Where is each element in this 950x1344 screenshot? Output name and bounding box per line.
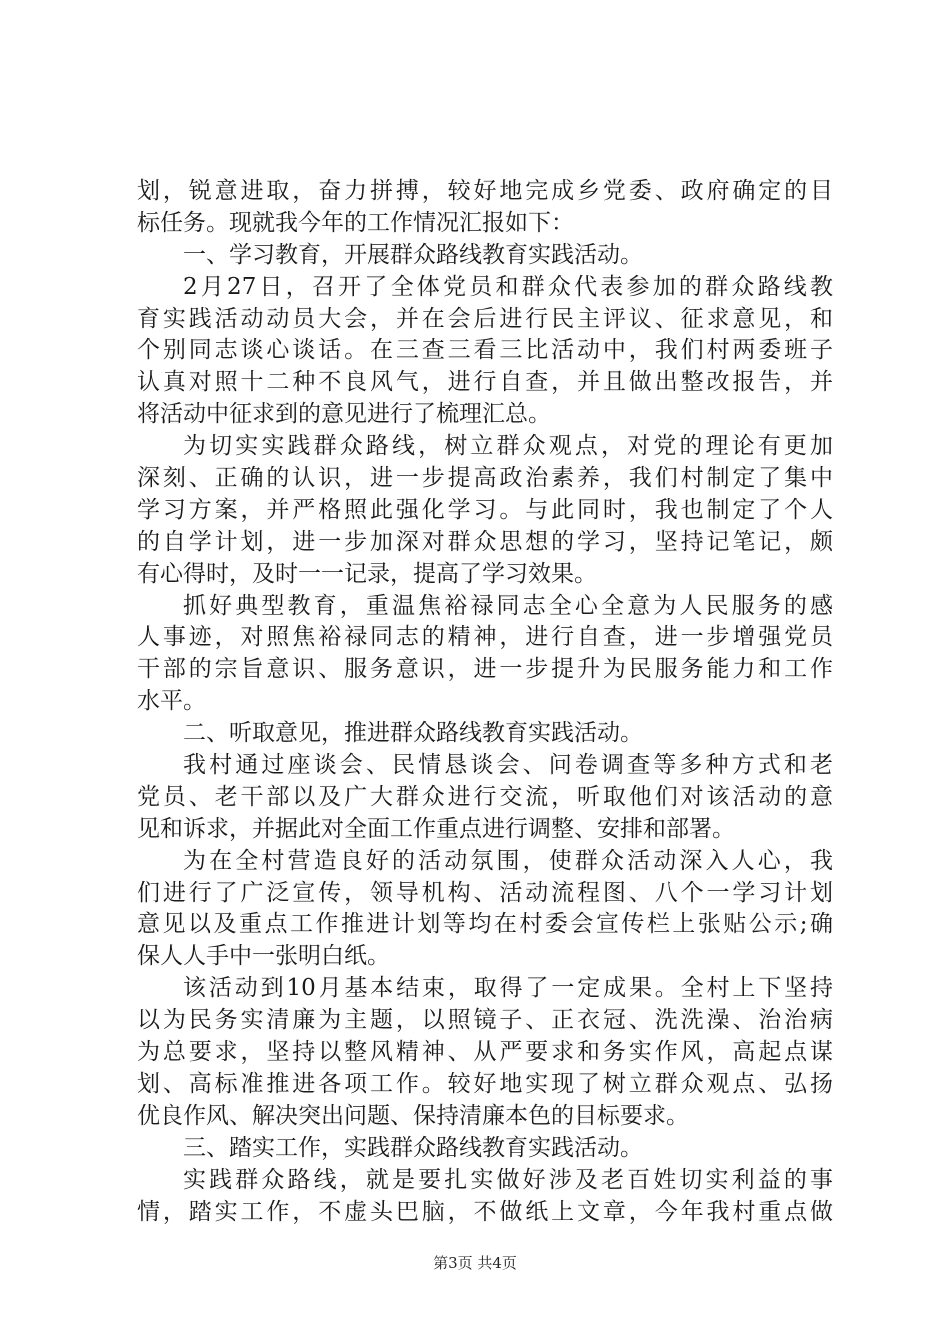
text-line: 水平。 bbox=[137, 688, 206, 715]
text-line: 划，锐意进取，奋力拼搏，较好地完成乡党委、政府确定的目 bbox=[137, 178, 833, 204]
text-line: 人事迹，对照焦裕禄同志的精神，进行自查，进一步增强党员 bbox=[137, 624, 833, 651]
text-line: 意见以及重点工作推进计划等均在村委会宣传栏上张贴公示;确 bbox=[137, 911, 833, 938]
text-line: 干部的宗旨意识、服务意识，进一步提升为民服务能力和工作 bbox=[137, 656, 833, 683]
text-line: 抓好典型教育，重温焦裕禄同志全心全意为人民服务的感 bbox=[183, 592, 833, 619]
text-line: 认真对照十二种不良风气，进行自查，并且做出整改报告，并 bbox=[137, 369, 833, 396]
text-line: 保人人手中一张明白纸。 bbox=[137, 943, 390, 970]
text-line: 划、高标准推进各项工作。较好地实现了树立群众观点、弘扬 bbox=[137, 1070, 833, 1097]
text-line: 为切实实践群众路线，树立群众观点，对党的理论有更加 bbox=[183, 433, 833, 460]
text-line: 优良作风、解决突出问题、保持清廉本色的目标要求。 bbox=[137, 1102, 689, 1129]
text-line: 学习方案，并严格照此强化学习。与此同时，我也制定了个人 bbox=[137, 496, 833, 523]
text-line: 个别同志谈心谈话。在三查三看三比活动中，我们村两委班子 bbox=[137, 337, 833, 364]
text-line: 标任务。现就我今年的工作情况汇报如下： bbox=[137, 209, 574, 236]
page-number-footer: 第3页 共4页 bbox=[433, 1254, 517, 1272]
text-line: 们进行了广泛宣传，领导机构、活动流程图、八个一学习计划 bbox=[137, 879, 833, 906]
text-line: 情，踏实工作，不虚头巴脑，不做纸上文章，今年我村重点做 bbox=[137, 1198, 833, 1225]
text-line: 有心得时，及时一一记录，提高了学习效果。 bbox=[137, 560, 597, 587]
text-line: 以为民务实清廉为主题，以照镜子、正衣冠、洗洗澡、治治病 bbox=[137, 1007, 833, 1034]
document-body bbox=[137, 176, 833, 1228]
text-line: 该活动到10月基本结束，取得了一定成果。全村上下坚持 bbox=[183, 975, 833, 1002]
text-line: 的自学计划，进一步加深对群众思想的学习，坚持记笔记，颇 bbox=[137, 528, 833, 555]
text-line: 为总要求，坚持以整风精神、从严要求和务实作风，高起点谋 bbox=[137, 1039, 833, 1066]
text-line: 2月27日，召开了全体党员和群众代表参加的群众路线教 bbox=[183, 273, 833, 300]
text-line: 育实践活动动员大会，并在会后进行民主评议、征求意见，和 bbox=[137, 305, 833, 332]
text-line: 二、听取意见，推进群众路线教育实践活动。 bbox=[183, 720, 643, 747]
text-line: 党员、老干部以及广大群众进行交流，听取他们对该活动的意 bbox=[137, 783, 833, 810]
text-line: 一、学习教育，开展群众路线教育实践活动。 bbox=[183, 241, 643, 268]
text-line: 我村通过座谈会、民情恳谈会、问卷调查等多种方式和老 bbox=[183, 752, 833, 779]
text-line: 深刻、正确的认识，进一步提高政治素养，我们村制定了集中 bbox=[137, 465, 833, 492]
text-line: 实践群众路线，就是要扎实做好涉及老百姓切实利益的事 bbox=[183, 1166, 833, 1193]
text-line: 见和诉求，并据此对全面工作重点进行调整、安排和部署。 bbox=[137, 815, 735, 842]
text-line: 将活动中征求到的意见进行了梳理汇总。 bbox=[137, 401, 551, 428]
text-line: 为在全村营造良好的活动氛围，使群众活动深入人心，我 bbox=[183, 847, 833, 874]
text-line: 三、踏实工作，实践群众路线教育实践活动。 bbox=[183, 1134, 643, 1161]
